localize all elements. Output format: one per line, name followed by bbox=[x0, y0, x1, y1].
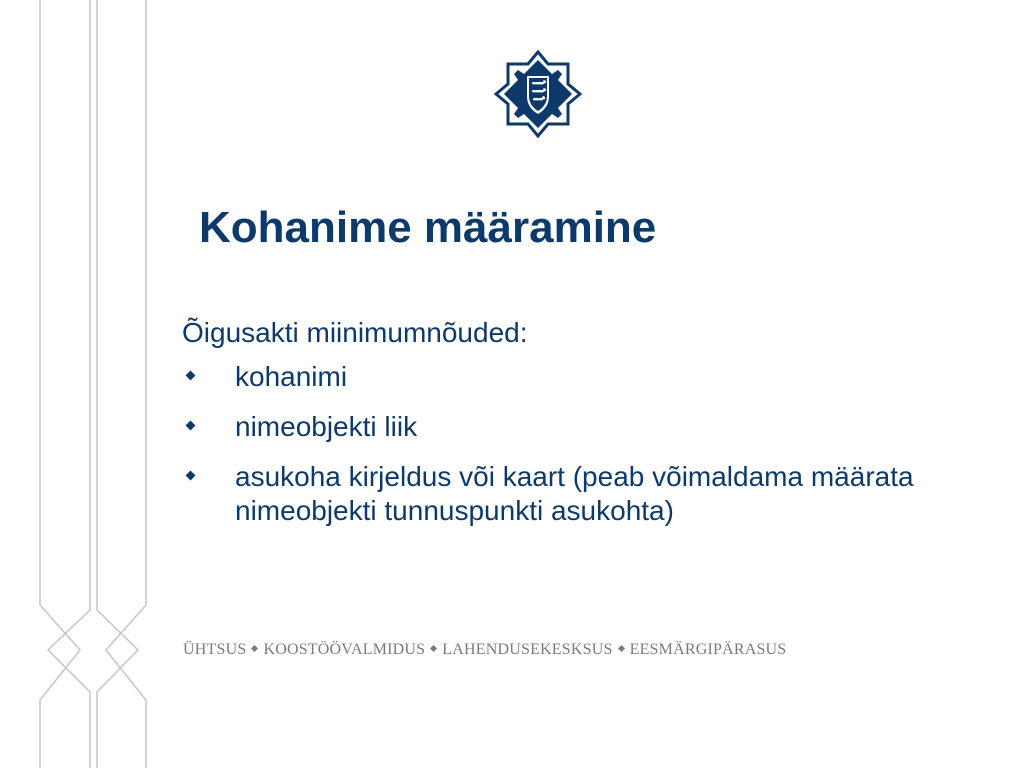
requirements-intro: Õigusakti miinimumnõuded: bbox=[182, 317, 528, 348]
motto-word: EESMÄRGIPÄRASUS bbox=[629, 641, 787, 658]
diamond-bullet-icon bbox=[186, 471, 196, 481]
slide-body bbox=[182, 310, 962, 528]
diamond-separator-icon bbox=[251, 645, 258, 652]
motto-word: KOOSTÖÖVALMIDUS bbox=[263, 641, 426, 658]
requirements-list bbox=[182, 360, 962, 528]
list-item-text: nimeobjekti liik bbox=[235, 411, 418, 442]
list-item bbox=[182, 360, 962, 394]
footer-motto bbox=[183, 640, 786, 660]
slide-title: Kohanime määramine bbox=[199, 203, 657, 252]
coat-of-arms-emblem-icon bbox=[494, 50, 582, 138]
list-item bbox=[182, 460, 962, 528]
motto-word: ÜHTSUS bbox=[183, 641, 247, 658]
diamond-bullet-icon bbox=[186, 371, 196, 381]
list-item bbox=[182, 410, 962, 444]
left-ornament-lines bbox=[0, 0, 160, 768]
motto-word: LAHENDUSEKESKSUS bbox=[442, 641, 613, 658]
list-item-text: kohanimi bbox=[235, 361, 348, 392]
list-item-text: asukoha kirjeldus või kaart (peab võimaldama määrata nimeobjekti tunnuspunkti asukohta) bbox=[235, 461, 914, 526]
diamond-bullet-icon bbox=[186, 421, 196, 431]
diamond-separator-icon bbox=[430, 645, 437, 652]
diamond-separator-icon bbox=[618, 645, 625, 652]
